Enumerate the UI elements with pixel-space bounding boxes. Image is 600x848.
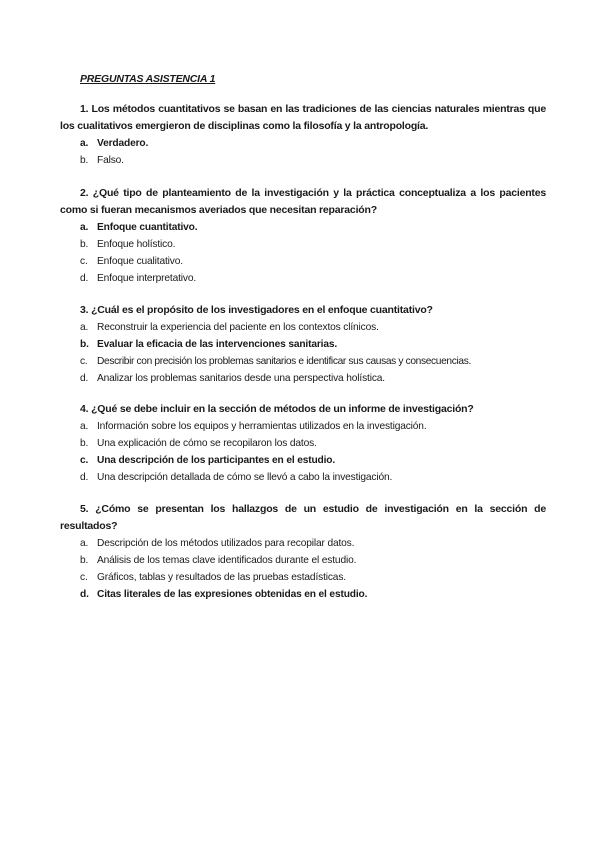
question-number: 2. — [80, 187, 89, 199]
question-text: ¿Qué tipo de planteamiento de la investigación y la práctica conceptualiza a los pacientes como si fueran mecanismos averiados que necesitan reparación? — [60, 187, 546, 216]
question-2-text — [60, 185, 546, 219]
option-text: Una descripción detallada de cómo se llevó a cabo la investigación. — [97, 472, 393, 483]
option-letter: a. — [80, 222, 89, 233]
option-d — [60, 586, 546, 603]
option-letter: c. — [80, 455, 89, 466]
option-text: Enfoque cuantitativo. — [97, 222, 198, 233]
question-3 — [60, 302, 546, 387]
options-list — [60, 319, 546, 387]
options-list — [60, 535, 546, 603]
option-text: Información sobre los equipos y herramientas utilizados en la investigación. — [97, 421, 427, 432]
option-text: Enfoque holístico. — [97, 239, 176, 250]
question-text: ¿Cómo se presentan los hallazgos de un estudio de investigación en la sección de resultados? — [60, 503, 547, 532]
option-letter: d. — [80, 373, 89, 384]
question-5 — [60, 501, 546, 603]
option-text: Una explicación de cómo se recopilaron los datos. — [97, 438, 317, 449]
question-text: ¿Cuál es el propósito de los investigadores en el enfoque cuantitativo? — [91, 304, 433, 316]
option-letter: b. — [80, 555, 89, 566]
question-number: 5. — [80, 503, 89, 515]
question-number: 4. — [80, 403, 89, 415]
question-1-text — [60, 101, 546, 135]
option-d — [60, 370, 546, 387]
page-title: PREGUNTAS ASISTENCIA 1 — [80, 73, 216, 85]
option-letter: d. — [80, 472, 89, 483]
option-a — [60, 135, 546, 152]
options-list — [60, 135, 546, 169]
option-text: Descripción de los métodos utilizados para recopilar datos. — [97, 538, 355, 549]
question-number: 1. — [80, 103, 89, 115]
option-letter: b. — [80, 155, 89, 166]
question-text: Los métodos cuantitativos se basan en las tradiciones de las ciencias naturales mientras que los cualitativos emergieron de disciplinas como la filosofía y la antropología. — [60, 103, 546, 132]
option-c — [60, 353, 546, 370]
option-letter: b. — [80, 339, 89, 350]
option-b — [60, 236, 546, 253]
option-text: Análisis de los temas clave identificados durante el estudio. — [97, 555, 357, 566]
option-c — [60, 452, 546, 469]
option-c — [60, 253, 546, 270]
option-letter: a. — [80, 421, 89, 432]
option-b — [60, 435, 546, 452]
option-b — [60, 552, 546, 569]
question-1 — [60, 101, 546, 169]
option-b — [60, 336, 546, 353]
question-2 — [60, 185, 546, 287]
option-text: Gráficos, tablas y resultados de las pruebas estadísticas. — [97, 572, 346, 583]
question-text: ¿Qué se debe incluir en la sección de métodos de un informe de investigación? — [91, 403, 474, 415]
option-text: Enfoque interpretativo. — [97, 273, 197, 284]
option-letter: c. — [80, 356, 88, 367]
question-4-text — [60, 401, 546, 418]
option-a — [60, 535, 546, 552]
option-letter: a. — [80, 538, 89, 549]
option-letter: a. — [80, 322, 89, 333]
option-text: Falso. — [97, 155, 124, 166]
option-letter: c. — [80, 572, 88, 583]
option-letter: c. — [80, 256, 88, 267]
question-3-text — [60, 302, 546, 319]
option-text: Evaluar la eficacia de las intervenciones sanitarias. — [97, 339, 338, 350]
option-b — [60, 152, 546, 169]
option-a — [60, 319, 546, 336]
option-text: Reconstruir la experiencia del paciente en los contextos clínicos. — [97, 322, 379, 333]
option-a — [60, 418, 546, 435]
option-text: Analizar los problemas sanitarios desde una perspectiva holística. — [97, 373, 385, 384]
option-d — [60, 270, 546, 287]
options-list — [60, 219, 546, 287]
option-text: Citas literales de las expresiones obtenidas en el estudio. — [97, 589, 368, 600]
options-list — [60, 418, 546, 486]
option-a — [60, 219, 546, 236]
option-letter: d. — [80, 589, 89, 600]
option-text: Describir con precisión los problemas sanitarios e identificar sus causas y consecuencias. — [97, 356, 471, 367]
option-text: Verdadero. — [97, 138, 149, 149]
option-c — [60, 569, 546, 586]
option-letter: b. — [80, 239, 89, 250]
option-letter: b. — [80, 438, 89, 449]
question-number: 3. — [80, 304, 89, 316]
option-letter: a. — [80, 138, 89, 149]
option-d — [60, 469, 546, 486]
option-text: Una descripción de los participantes en el estudio. — [97, 455, 336, 466]
option-letter: d. — [80, 273, 89, 284]
option-text: Enfoque cualitativo. — [97, 256, 183, 267]
question-5-text — [60, 501, 546, 535]
question-4 — [60, 401, 546, 486]
